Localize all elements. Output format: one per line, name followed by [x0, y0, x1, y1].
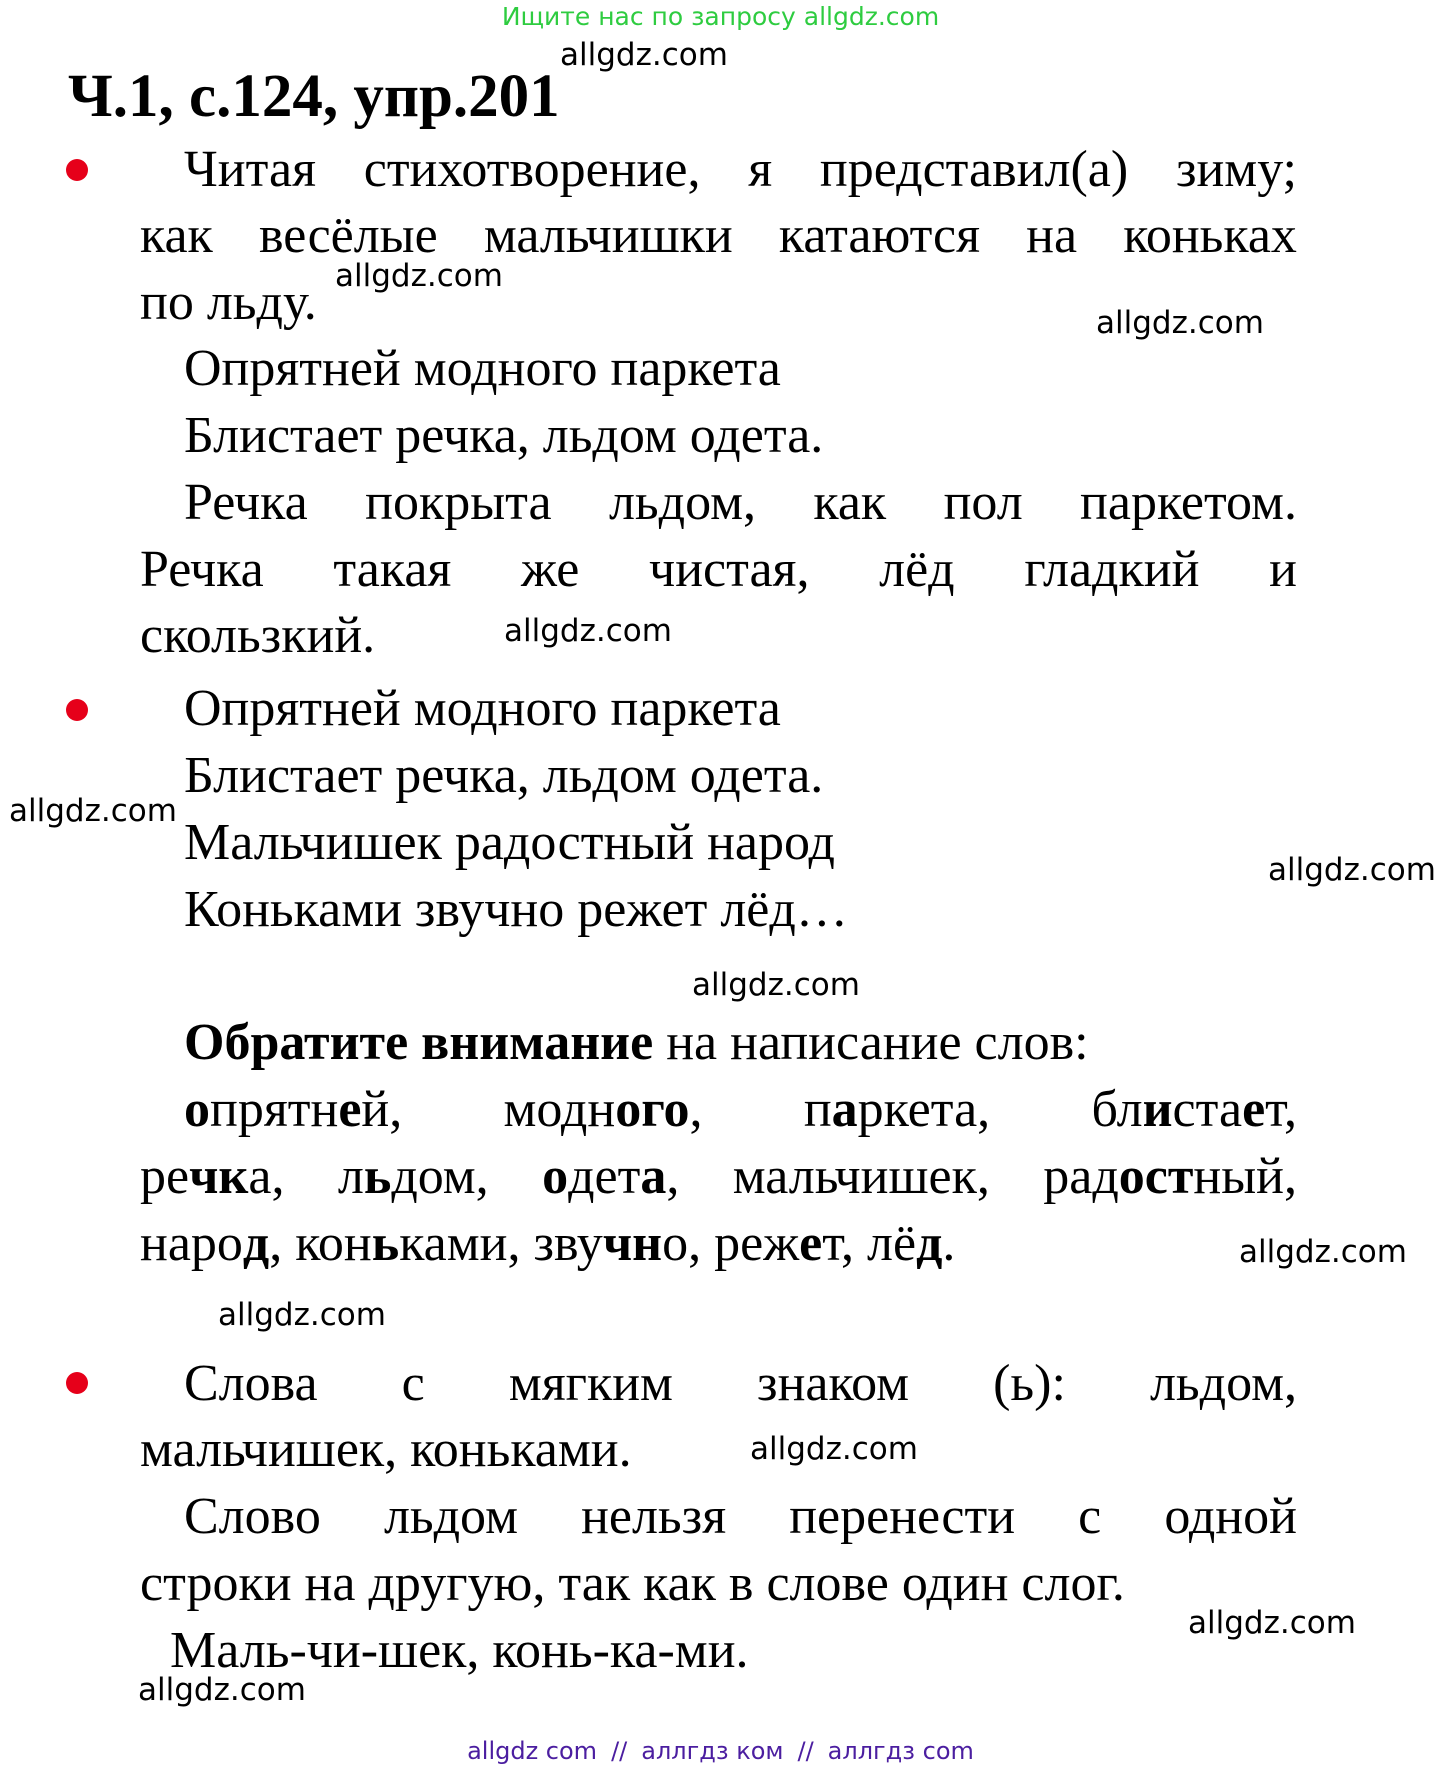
word: модного,: [503, 1081, 703, 1138]
watermark: allgdz.com: [750, 1431, 918, 1467]
word: одета,: [542, 1148, 680, 1205]
word: на: [1026, 207, 1078, 264]
word: Читая: [184, 141, 316, 198]
watermark: allgdz.com: [1096, 305, 1264, 341]
word: льдом,: [1149, 1355, 1297, 1412]
section3-line3: [184, 1488, 1297, 1545]
footer: [0, 1736, 1441, 1766]
words-line2: [140, 1148, 1297, 1205]
section1-explain2: [140, 541, 1297, 598]
word: стихотворение,: [363, 141, 701, 198]
word: с: [1078, 1488, 1102, 1545]
footer-separator: //: [797, 1737, 814, 1765]
watermark: allgdz.com: [692, 967, 860, 1003]
word: как: [813, 474, 887, 531]
word: зиму;: [1175, 141, 1297, 198]
watermark: allgdz.com: [9, 793, 177, 829]
poem-line: Мальчишек радостный народ: [184, 814, 835, 871]
word: льдом: [383, 1488, 518, 1545]
word: такая: [333, 541, 452, 598]
footer-link[interactable]: аллгдз ком: [641, 1737, 784, 1765]
watermark: allgdz.com: [1268, 852, 1436, 888]
word: лёд: [879, 541, 955, 598]
word: мальчишек,: [732, 1148, 990, 1205]
word: с: [401, 1355, 425, 1412]
word: перенести: [789, 1488, 1016, 1545]
word: Речка: [140, 541, 264, 598]
word: же: [521, 541, 580, 598]
words-line3: народ, коньками, звучно, режет, лёд.: [140, 1215, 956, 1272]
section1-line1: [184, 141, 1297, 198]
words-line1: [184, 1081, 1297, 1138]
watermark: allgdz.com: [218, 1297, 386, 1333]
word: покрыта: [365, 474, 552, 531]
word: катаются: [778, 207, 981, 264]
word: и: [1269, 541, 1297, 598]
watermark: allgdz.com: [138, 1672, 306, 1708]
section3-line4: строки на другую, так как в слове один слог.: [140, 1555, 1125, 1612]
word: мальчишки: [483, 207, 733, 264]
poem-line: Блистает речка, льдом одета.: [184, 747, 824, 804]
word: знаком: [757, 1355, 910, 1412]
word: как: [140, 207, 213, 264]
word: мягким: [508, 1355, 673, 1412]
word: паркетом.: [1080, 474, 1297, 531]
word: чистая,: [649, 541, 810, 598]
section1-line2: [140, 207, 1297, 264]
section3-line2: мальчишек, коньками.: [140, 1421, 632, 1478]
watermark: allgdz.com: [560, 37, 728, 73]
word: весёлые: [258, 207, 438, 264]
word: коньках: [1123, 207, 1297, 264]
section1-explain3: скользкий.: [140, 607, 376, 664]
word: я: [748, 141, 773, 198]
word: Слова: [184, 1355, 318, 1412]
word: представил(а): [819, 141, 1129, 198]
section1-line3: по льду.: [140, 274, 317, 331]
footer-link[interactable]: allgdz com: [467, 1737, 598, 1765]
page-title: Ч.1, с.124, упр.201: [68, 63, 560, 130]
word: паркета,: [803, 1081, 991, 1138]
attention-rest: на написание слов:: [653, 1014, 1089, 1071]
bullet-icon: [66, 1372, 88, 1394]
section3-line5: Маль-чи-шек, конь-ка-ми.: [170, 1622, 749, 1679]
watermark: allgdz.com: [1239, 1234, 1407, 1270]
footer-separator: //: [611, 1737, 628, 1765]
word: опрятней,: [184, 1081, 403, 1138]
word: радостный,: [1043, 1148, 1297, 1205]
word: Речка: [184, 474, 308, 531]
word: речка,: [140, 1148, 285, 1205]
word: льдом,: [608, 474, 756, 531]
word: блистает,: [1091, 1081, 1297, 1138]
section3-line1: [184, 1355, 1297, 1412]
word: льдом,: [337, 1148, 489, 1205]
word: одной: [1164, 1488, 1297, 1545]
watermark: allgdz.com: [1188, 1605, 1356, 1641]
section1-explain1: [184, 474, 1297, 531]
top-banner: Ищите нас по запросу allgdz.com: [501, 2, 940, 31]
word: (ь):: [993, 1355, 1066, 1412]
word: гладкий: [1024, 541, 1200, 598]
watermark: allgdz.com: [504, 613, 672, 649]
word: нельзя: [581, 1488, 727, 1545]
poem-line: Опрятней модного паркета: [184, 340, 781, 397]
attention-line: [184, 1014, 1089, 1071]
bullet-icon: [66, 699, 88, 721]
attention-bold: Обратите внимание: [184, 1014, 654, 1071]
word: пол: [943, 474, 1023, 531]
poem-line: Блистает речка, льдом одета.: [184, 407, 824, 464]
word: Слово: [184, 1488, 321, 1545]
footer-link[interactable]: аллгдз com: [827, 1737, 974, 1765]
poem-line: Коньками звучно режет лёд…: [184, 881, 848, 938]
bullet-icon: [66, 159, 88, 181]
poem-line: Опрятней модного паркета: [184, 680, 781, 737]
watermark: allgdz.com: [335, 258, 503, 294]
